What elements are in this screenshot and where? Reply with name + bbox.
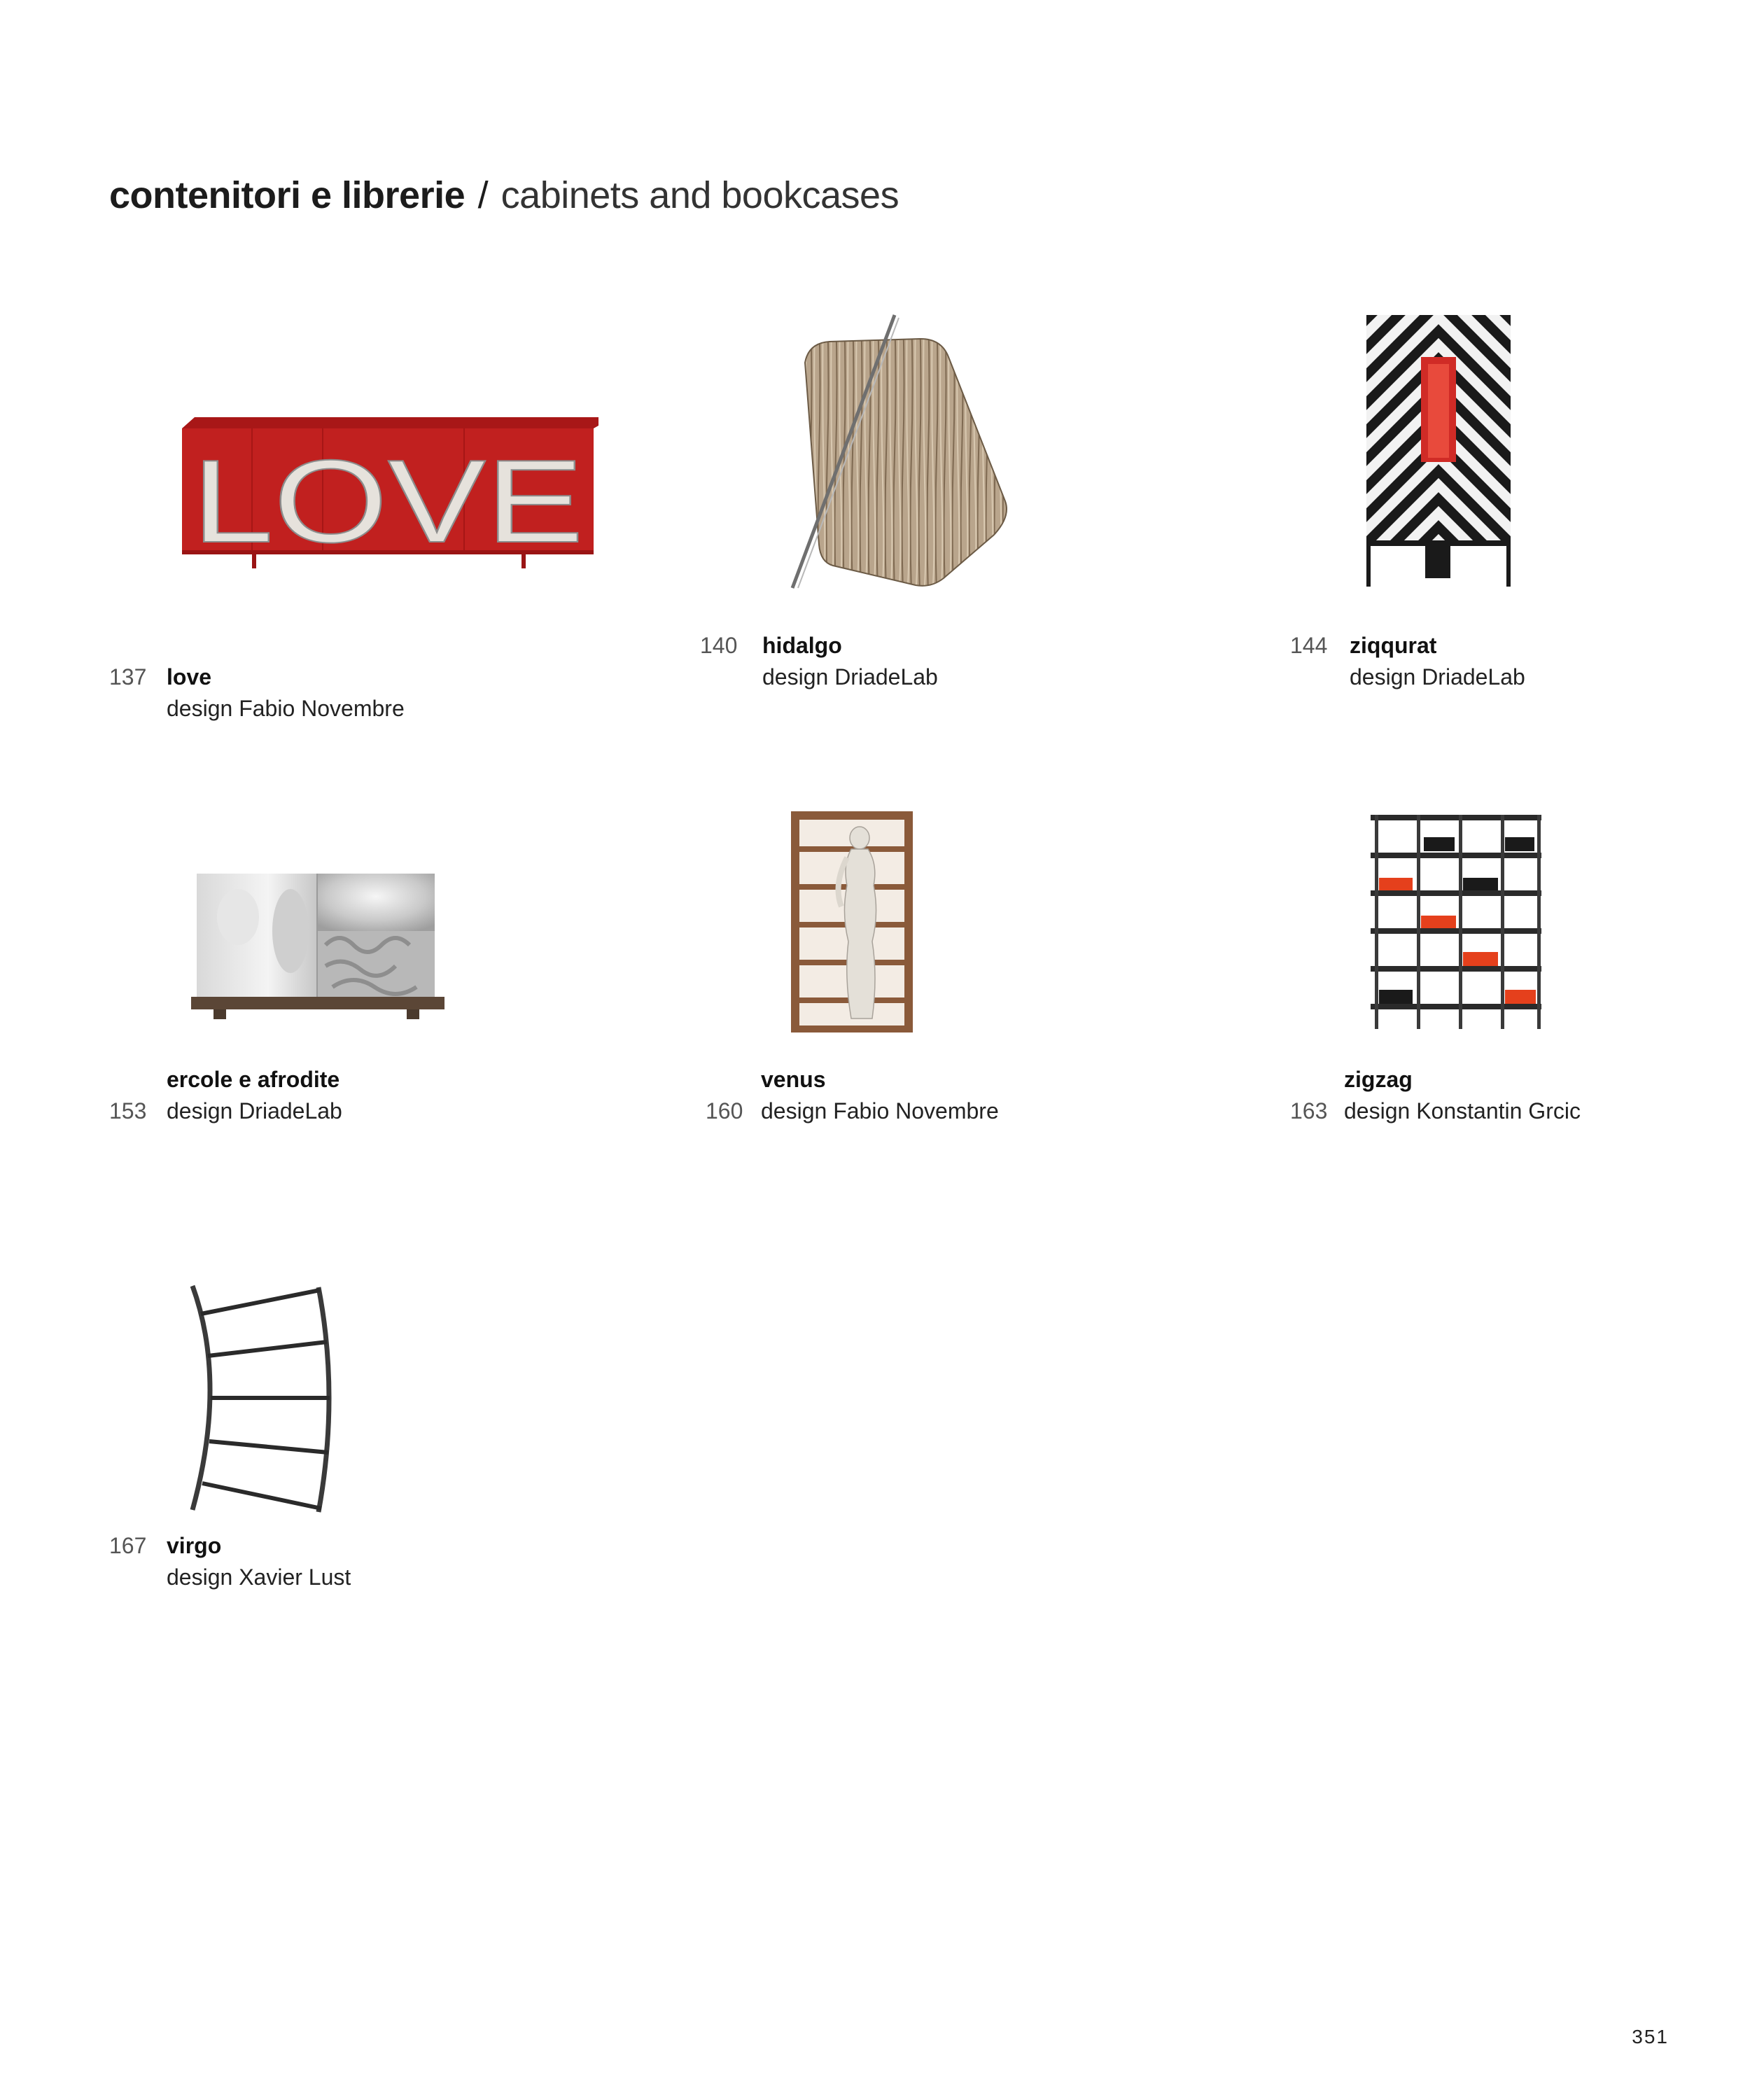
product-page-number: 167 xyxy=(109,1533,147,1558)
page-title-english: cabinets and bookcases xyxy=(500,174,899,216)
ziqqurat-cabinet-image xyxy=(1358,314,1519,594)
hidalgo-cabinet-image xyxy=(784,314,1022,594)
product-page-number: 153 xyxy=(109,1098,147,1124)
product-page-number: 140 xyxy=(700,633,738,658)
product-page-number: 144 xyxy=(1290,633,1328,658)
product-designer: design Fabio Novembre xyxy=(167,696,405,721)
page-title-italian: contenitori e librerie xyxy=(109,174,465,216)
product-designer: design DriadeLab xyxy=(762,664,938,690)
venus-bookcase-image xyxy=(784,808,924,1040)
page-number: 351 xyxy=(1632,2026,1669,2047)
product-name: zigzag xyxy=(1344,1067,1413,1092)
product-designer: design DriadeLab xyxy=(167,1098,342,1124)
product-page-number: 163 xyxy=(1290,1098,1328,1124)
product-name: ercole e afrodite xyxy=(167,1067,340,1092)
product-name: virgo xyxy=(167,1533,222,1558)
ercole-e-afrodite-sideboard-image xyxy=(186,868,451,1029)
product-designer: design DriadeLab xyxy=(1350,664,1525,690)
product-designer: design Fabio Novembre xyxy=(761,1098,999,1124)
virgo-bookcase-image xyxy=(178,1278,346,1522)
product-name: ziqqurat xyxy=(1350,633,1437,658)
product-page-number: 137 xyxy=(109,664,147,690)
product-name: hidalgo xyxy=(762,633,842,658)
product-designer: design Xavier Lust xyxy=(167,1564,351,1590)
title-separator: / xyxy=(477,174,489,216)
page-title xyxy=(109,176,899,214)
product-name: venus xyxy=(761,1067,826,1092)
product-name: love xyxy=(167,664,212,690)
product-designer: design Konstantin Grcic xyxy=(1344,1098,1581,1124)
love-letters: LOVE xyxy=(192,435,584,567)
love-sideboard-image xyxy=(175,413,609,581)
zigzag-bookcase-image xyxy=(1365,812,1547,1036)
product-page-number: 160 xyxy=(706,1098,743,1124)
